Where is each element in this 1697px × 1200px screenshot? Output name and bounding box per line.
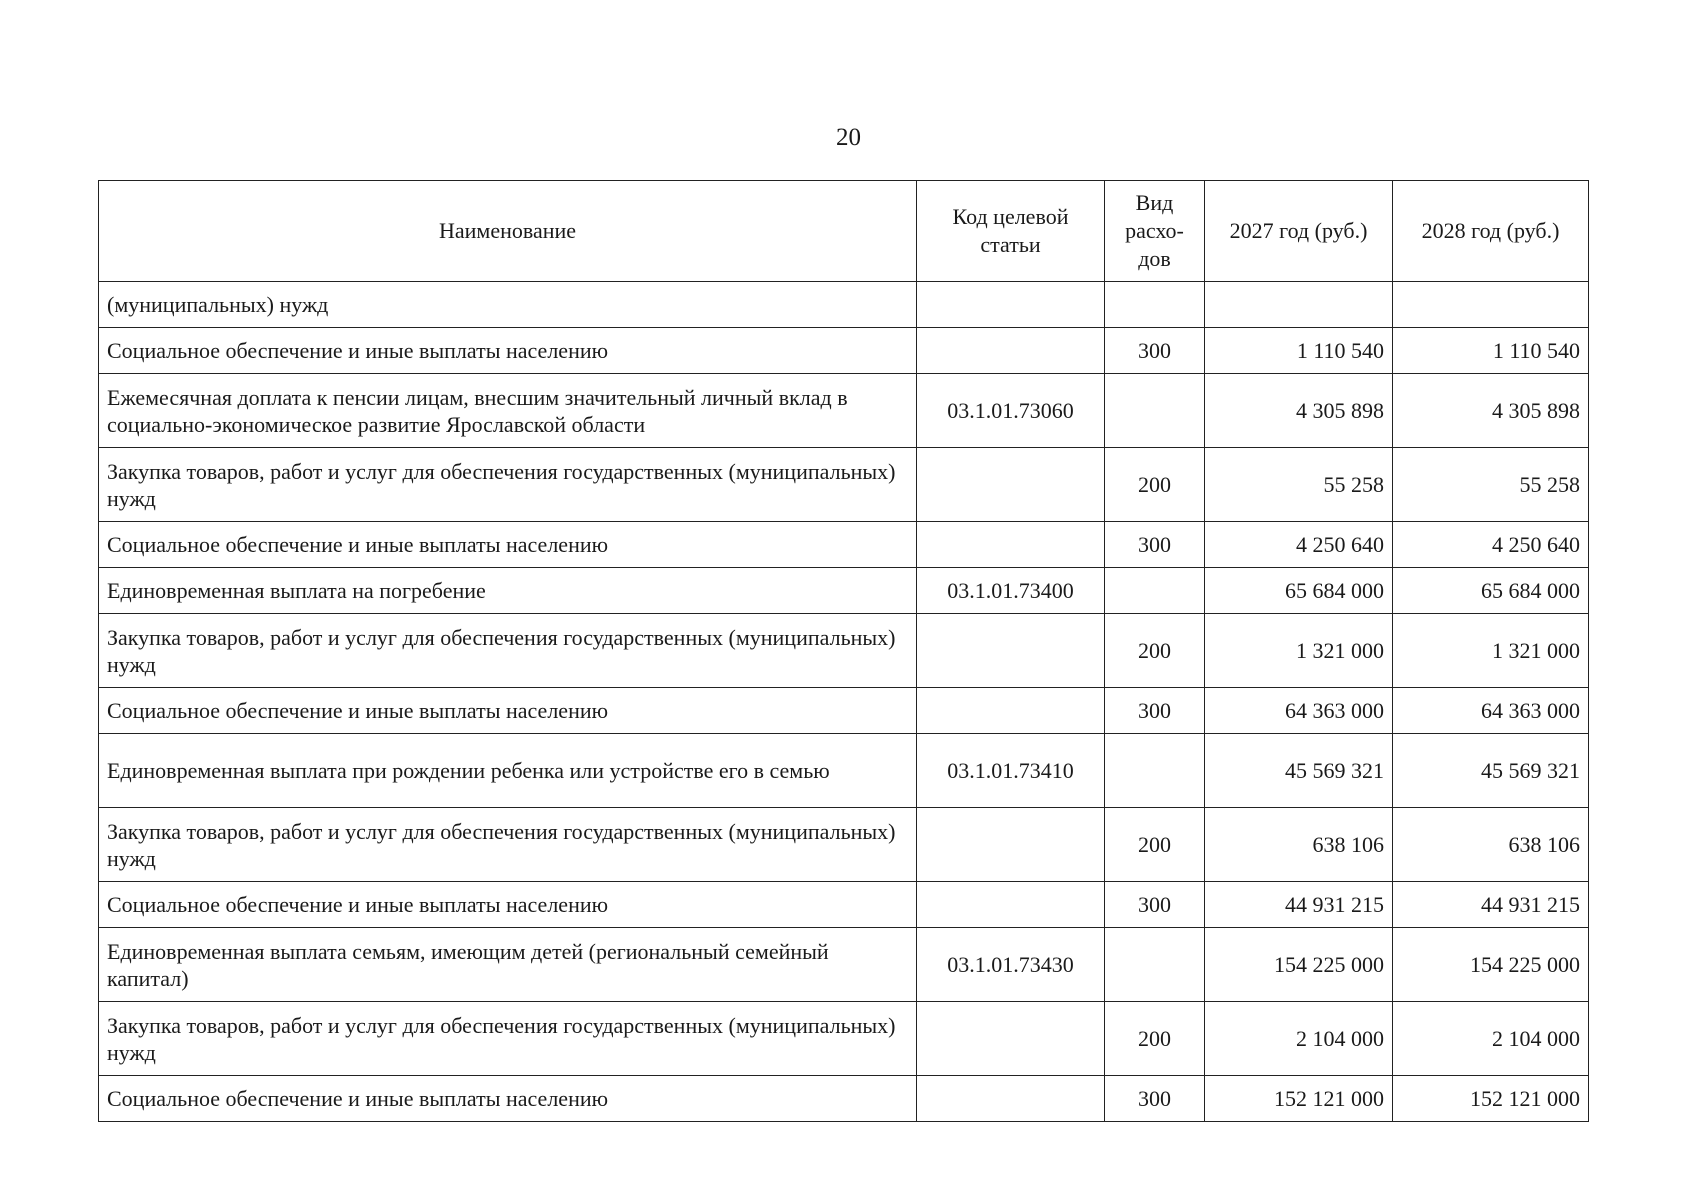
header-code: Код целевой статьи: [917, 181, 1105, 282]
row-code: [917, 808, 1105, 882]
row-2027: 64 363 000: [1205, 688, 1393, 734]
row-2028: 55 258: [1393, 448, 1589, 522]
table-row: [99, 448, 1589, 522]
row-2028: 154 225 000: [1393, 928, 1589, 1002]
row-2028: 1 321 000: [1393, 614, 1589, 688]
row-name: Единовременная выплата семьям, имеющим детей (региональный семейный капитал): [99, 928, 917, 1002]
row-code: [917, 1002, 1105, 1076]
table-row: [99, 928, 1589, 1002]
row-2027: 4 305 898: [1205, 374, 1393, 448]
row-2028: 64 363 000: [1393, 688, 1589, 734]
row-name: Социальное обеспечение и иные выплаты населению: [99, 882, 917, 928]
row-name: Ежемесячная доплата к пенсии лицам, внесшим значительный личный вклад в социально-экономическое развитие Ярославской области: [99, 374, 917, 448]
row-2027: 55 258: [1205, 448, 1393, 522]
row-code: [917, 448, 1105, 522]
row-2027: 152 121 000: [1205, 1076, 1393, 1122]
row-2027: 65 684 000: [1205, 568, 1393, 614]
row-code: [917, 688, 1105, 734]
row-kind: 300: [1105, 882, 1205, 928]
row-name: Закупка товаров, работ и услуг для обеспечения государственных (муниципальных) нужд: [99, 448, 917, 522]
row-code: [917, 282, 1105, 328]
row-2028: 4 305 898: [1393, 374, 1589, 448]
row-2028: 44 931 215: [1393, 882, 1589, 928]
row-2027: 2 104 000: [1205, 1002, 1393, 1076]
row-2028: 2 104 000: [1393, 1002, 1589, 1076]
row-name: Закупка товаров, работ и услуг для обеспечения государственных (муниципальных) нужд: [99, 808, 917, 882]
table-row: [99, 1002, 1589, 1076]
row-code: [917, 614, 1105, 688]
row-kind: 300: [1105, 688, 1205, 734]
row-kind: [1105, 374, 1205, 448]
row-name: Закупка товаров, работ и услуг для обеспечения государственных (муниципальных) нужд: [99, 1002, 917, 1076]
row-2028: 1 110 540: [1393, 328, 1589, 374]
row-name: Социальное обеспечение и иные выплаты населению: [99, 688, 917, 734]
row-2027: [1205, 282, 1393, 328]
header-name: Наименование: [99, 181, 917, 282]
row-code: [917, 522, 1105, 568]
row-2028: 4 250 640: [1393, 522, 1589, 568]
row-kind: 200: [1105, 808, 1205, 882]
header-2027: 2027 год (руб.): [1205, 181, 1393, 282]
row-name: Единовременная выплата на погребение: [99, 568, 917, 614]
row-2027: 1 110 540: [1205, 328, 1393, 374]
table-row: [99, 374, 1589, 448]
row-2028: 638 106: [1393, 808, 1589, 882]
table-row: [99, 808, 1589, 882]
row-code: 03.1.01.73410: [917, 734, 1105, 808]
row-kind: 200: [1105, 1002, 1205, 1076]
row-name: Единовременная выплата при рождении ребенка или устройстве его в семью: [99, 734, 917, 808]
row-2028: 152 121 000: [1393, 1076, 1589, 1122]
row-2027: 638 106: [1205, 808, 1393, 882]
row-2028: 45 569 321: [1393, 734, 1589, 808]
row-code: [917, 882, 1105, 928]
table-row: [99, 688, 1589, 734]
table-row: [99, 328, 1589, 374]
row-kind: [1105, 282, 1205, 328]
row-kind: 300: [1105, 1076, 1205, 1122]
row-name: Закупка товаров, работ и услуг для обеспечения государственных (муниципальных) нужд: [99, 614, 917, 688]
table-header-row: [99, 181, 1589, 282]
header-2028: 2028 год (руб.): [1393, 181, 1589, 282]
table-row: [99, 1076, 1589, 1122]
table-row: [99, 568, 1589, 614]
row-code: [917, 328, 1105, 374]
table-row: [99, 522, 1589, 568]
row-2027: 4 250 640: [1205, 522, 1393, 568]
row-name: Социальное обеспечение и иные выплаты населению: [99, 328, 917, 374]
row-code: [917, 1076, 1105, 1122]
row-code: 03.1.01.73060: [917, 374, 1105, 448]
row-2028: 65 684 000: [1393, 568, 1589, 614]
row-kind: [1105, 734, 1205, 808]
row-2027: 1 321 000: [1205, 614, 1393, 688]
row-kind: 200: [1105, 614, 1205, 688]
row-kind: [1105, 568, 1205, 614]
row-2028: [1393, 282, 1589, 328]
row-2027: 44 931 215: [1205, 882, 1393, 928]
row-name: Социальное обеспечение и иные выплаты населению: [99, 1076, 917, 1122]
row-kind: 300: [1105, 522, 1205, 568]
row-code: 03.1.01.73430: [917, 928, 1105, 1002]
row-2027: 154 225 000: [1205, 928, 1393, 1002]
row-name: (муниципальных) нужд: [99, 282, 917, 328]
table-row: [99, 734, 1589, 808]
table-row: [99, 614, 1589, 688]
budget-table: [98, 180, 1589, 1122]
row-kind: 200: [1105, 448, 1205, 522]
row-2027: 45 569 321: [1205, 734, 1393, 808]
page-number: 20: [836, 124, 861, 151]
row-name: Социальное обеспечение и иные выплаты населению: [99, 522, 917, 568]
row-kind: 300: [1105, 328, 1205, 374]
row-kind: [1105, 928, 1205, 1002]
row-code: 03.1.01.73400: [917, 568, 1105, 614]
header-kind: Вид расхо-дов: [1105, 181, 1205, 282]
table-row: [99, 882, 1589, 928]
table-row: [99, 282, 1589, 328]
